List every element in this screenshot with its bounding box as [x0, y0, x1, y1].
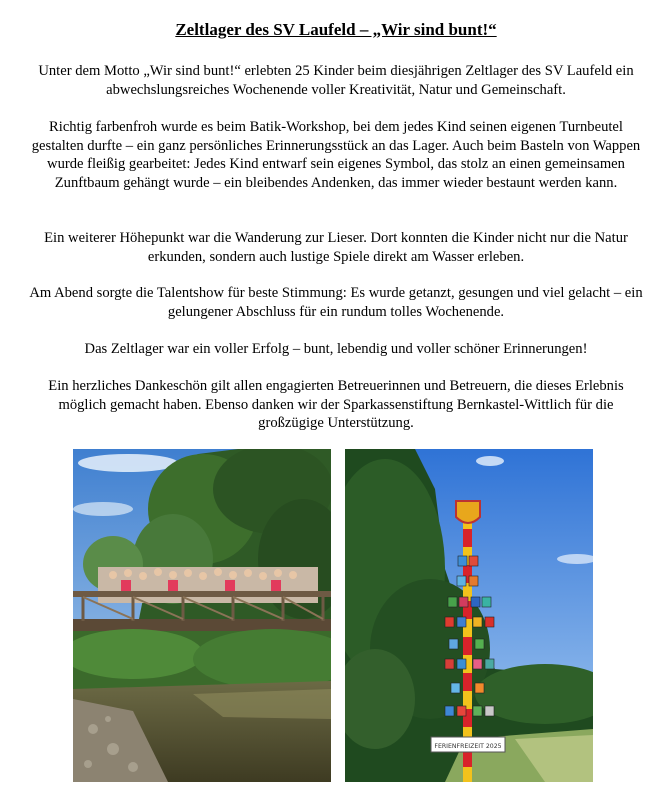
- pole-sign-text: FERIENFREIZEIT 2025: [434, 743, 502, 750]
- workshop-paragraph: Richtig farbenfroh wurde es beim Batik-Workshop, bei dem jedes Kind seinen eigenen Turnbeutel gestalten durfte – ein ganz persönliches Erinnerungsstück an das Lager. Auch beim Basteln von Wappen wurde fleißig gearbeitet: Jedes Kind entwarf sein eigenes Symbol, das stolz an einen gemeinsamen Zunftbaum gehängt wurde – ein bleibendes Andenken, das immer wieder bestaunt werden kann.: [31, 119, 641, 192]
- summary-paragraph: Das Zeltlager war ein voller Erfolg – bunt, lebendig und voller schöner Erinnerungen!: [84, 341, 588, 357]
- talentshow-paragraph: Am Abend sorgte die Talentshow für beste Stimmung: Es wurde getanzt, gesungen und viel gelacht – ein gelungener Abschluss für ein rundum tolles Wochenende.: [29, 285, 643, 320]
- thanks-paragraph: Ein herzliches Dankeschön gilt allen engagierten Betreuerinnen und Betreuern, die dieses Erlebnis möglich gemacht haben. Ebenso danken wir der Sparkassenstiftung Bernkastel-Wittlich für die großzügige Unterstützung.: [48, 378, 624, 432]
- hike-paragraph: Ein weiterer Höhepunkt war die Wanderung zur Lieser. Dort konnten die Kinder nicht nur die Natur erkunden, sondern auch lustige Spiele direkt am Wasser erleben.: [44, 230, 628, 265]
- zunftbaum-photo: [345, 449, 593, 782]
- bridge-group-photo: [73, 449, 331, 782]
- intro-paragraph: Unter dem Motto „Wir sind bunt!“ erlebten 25 Kinder beim diesjährigen Zeltlager des SV Laufeld ein abwechslungsreiches Wochenende voller Kreativität, Natur und Gemeinschaft.: [38, 63, 634, 98]
- article-title: Zeltlager des SV Laufeld – „Wir sind bunt!“: [175, 20, 497, 39]
